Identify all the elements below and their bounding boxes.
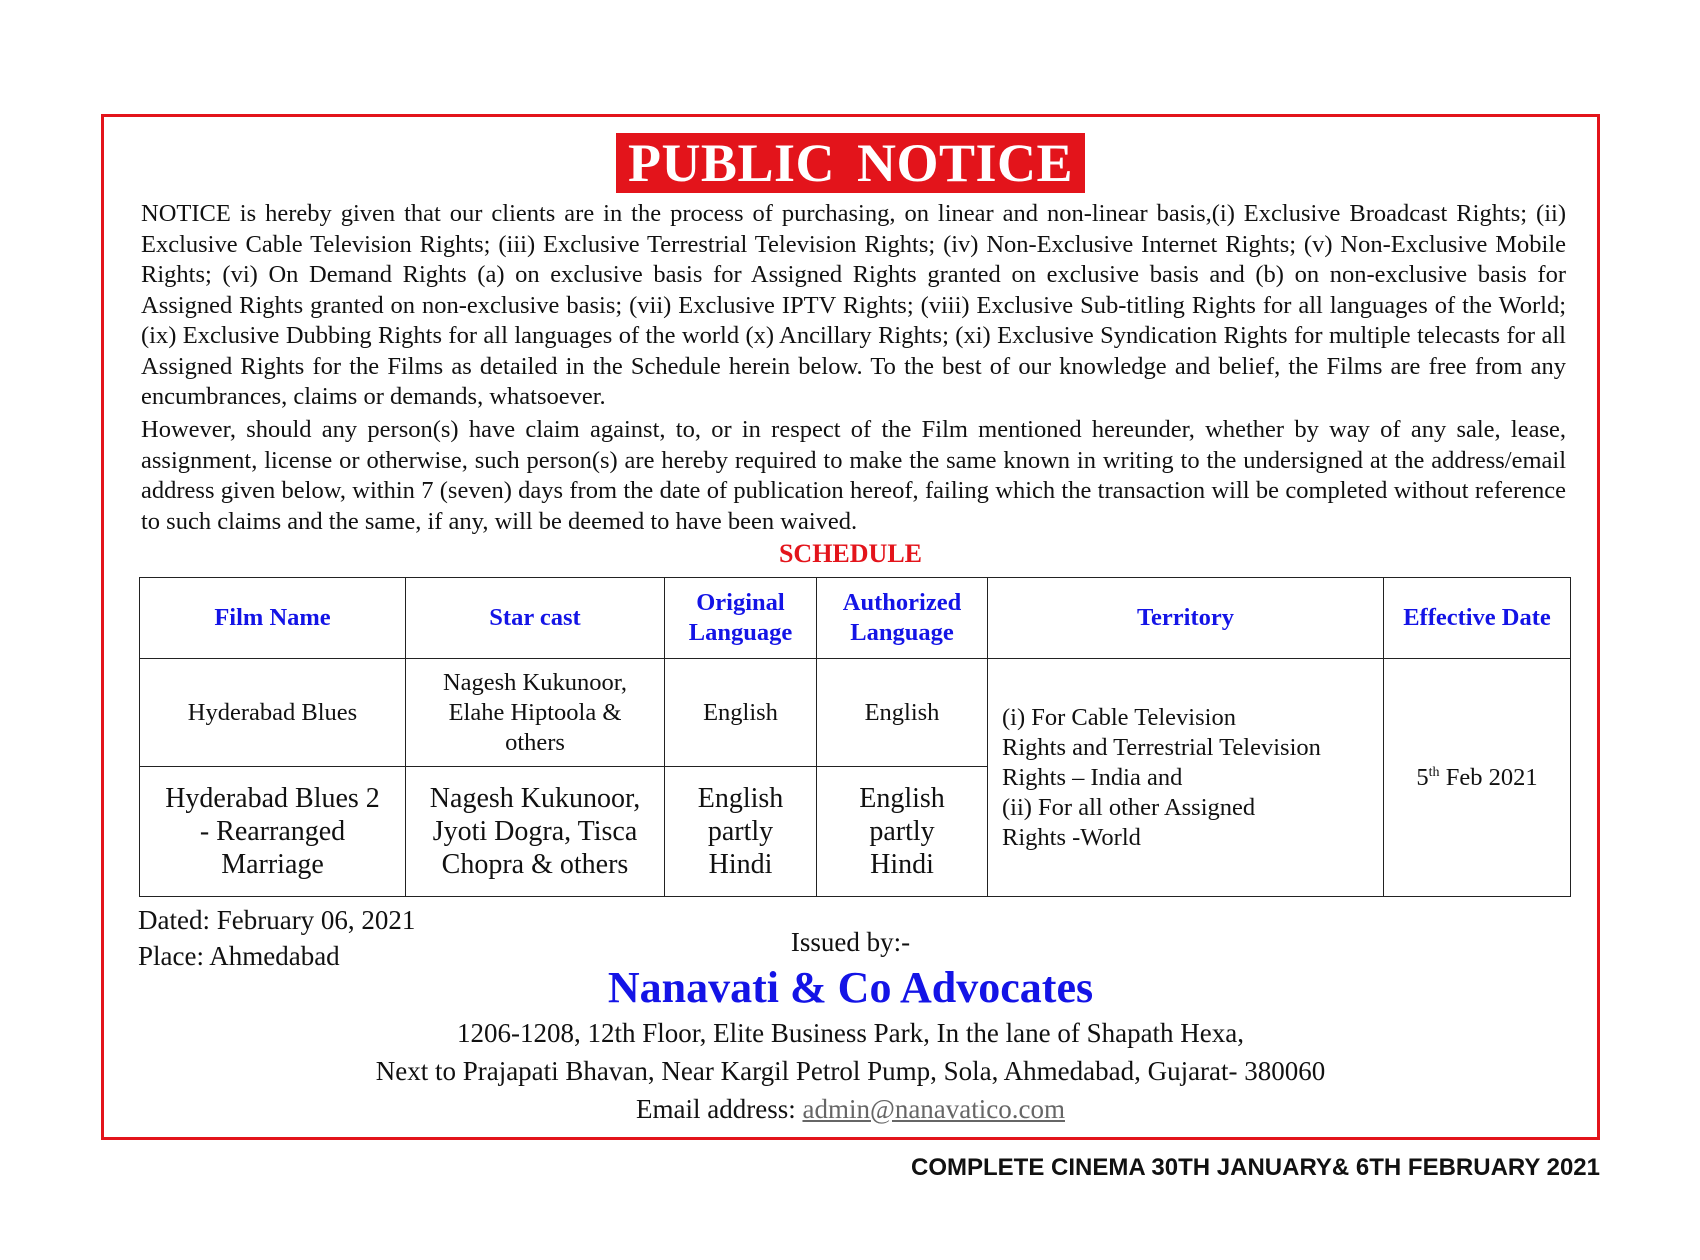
- publication-footer: COMPLETE CINEMA 30TH JANUARY& 6TH FEBRUARY 2021: [910, 1154, 1600, 1181]
- header-authorized-language: [817, 578, 988, 659]
- territory-line: Rights and Terrestrial Television: [1002, 733, 1321, 761]
- cell-line: Hindi: [870, 849, 934, 880]
- cell-line: English: [864, 698, 940, 726]
- table-header-row: [140, 578, 1571, 659]
- cell-star-cast: [406, 767, 665, 897]
- header-effective-date: Effective Date: [1384, 578, 1571, 659]
- cell-line: partly: [707, 816, 774, 847]
- cell-line: Chopra & others: [441, 849, 629, 880]
- header-authorized-language-line2: Language: [850, 619, 954, 646]
- header-original-language: [665, 578, 817, 659]
- cell-line: partly: [869, 816, 935, 847]
- cell-line: Hyderabad Blues 2: [165, 783, 380, 814]
- cell-line: Nagesh Kukunoor,: [442, 668, 628, 696]
- cell-line: Hindi: [708, 849, 773, 880]
- cell-authorized-language: [817, 659, 988, 767]
- header-film-name: Film Name: [140, 578, 406, 659]
- cell-territory: [988, 659, 1384, 897]
- firm-name: Nanavati & Co Advocates: [607, 963, 1094, 1012]
- effective-date-rest: Feb 2021: [1439, 763, 1538, 791]
- cell-line: Jyoti Dogra, Tisca: [432, 816, 638, 847]
- table-row: [140, 659, 1571, 767]
- email-link[interactable]: admin@nanavatico.com: [802, 1094, 1065, 1124]
- cell-authorized-language: [817, 767, 988, 897]
- cell-line: English: [703, 698, 778, 726]
- schedule-table: [139, 577, 1571, 897]
- address-line-1: 1206-1208, 12th Floor, Elite Business Park, In the lane of Shapath Hexa,: [456, 1018, 1245, 1048]
- territory-line: Rights -World: [1002, 823, 1141, 851]
- address-line-2: Next to Prajapati Bhavan, Near Kargil Petrol Pump, Sola, Ahmedabad, Gujarat- 380060: [375, 1056, 1326, 1086]
- territory-line: (i) For Cable Television: [1002, 703, 1236, 731]
- cell-line: others: [505, 728, 565, 756]
- cell-original-language: [665, 659, 817, 767]
- place-text: Place: Ahmedabad: [138, 941, 340, 971]
- header-original-language-line2: Language: [688, 619, 793, 646]
- cell-original-language: [665, 767, 817, 897]
- header-territory: Territory: [988, 578, 1384, 659]
- cell-line: English: [697, 783, 784, 814]
- title-wrap: [104, 133, 1597, 193]
- cell-effective-date: [1384, 659, 1571, 897]
- header-original-language-line1: Original: [696, 589, 785, 616]
- cell-line: - Rearranged: [199, 816, 346, 847]
- cell-line: Marriage: [221, 849, 324, 880]
- cell-star-cast: [406, 659, 665, 767]
- notice-frame: [101, 114, 1600, 1140]
- header-authorized-language-line1: Authorized: [842, 589, 962, 616]
- dated-text: Dated: February 06, 2021: [138, 905, 416, 935]
- notice-paragraph-2: However, should any person(s) have claim against, to, or in respect of the Film mentioned hereunder, whether by way of any sale, lease, assignment, license or otherwise, such person(s) are hereby required to make the same known in writing to the undersigned at the address/email address given below, within 7 (seven) days from the date of publication hereof, failing which the transaction will be completed without reference to such claims and the same, if any, will be deemed to have been waived.: [141, 416, 1566, 535]
- notice-paragraph-1: NOTICE is hereby given that our clients are in the process of purchasing, on linear and non-linear basis,(i) Exclusive Broadcast Rights; (ii) Exclusive Cable Television Rights; (iii) Exclusive Terrestrial Television Rights; (iv) Non-Exclusive Internet Rights; (v) Non-Exclusive Mobile Rights; (vi) On Demand Rights (a) on exclusive basis for Assigned Rights granted on exclusive basis and (b) on non-exclusive basis for Assigned Rights granted on non-exclusive basis; (vii) Exclusive IPTV Rights; (viii) Exclusive Sub-titling Rights for all languages of the World; (ix) Exclusive Dubbing Rights for all languages of the world (x) Ancillary Rights; (xi) Exclusive Syndication Rights for multiple telecasts for all Assigned Rights for the Films as detailed in the Schedule herein below. To the best of our knowledge and belief, the Films are free from any encumbrances, claims or demands, whatsoever.: [141, 200, 1566, 410]
- notice-title: PUBLIC NOTICE: [616, 133, 1085, 193]
- email-label: Email address:: [636, 1094, 803, 1124]
- cell-film-name: [140, 659, 406, 767]
- cell-line: Nagesh Kukunoor,: [429, 783, 641, 814]
- email-line: [104, 1093, 1597, 1125]
- effective-date-day: 5: [1416, 763, 1429, 791]
- schedule-heading: SCHEDULE: [778, 539, 923, 568]
- cell-line: English: [859, 783, 945, 814]
- issued-by-text: Issued by:-: [790, 927, 911, 957]
- territory-line: (ii) For all other Assigned: [1002, 793, 1256, 821]
- effective-date-suffix: th: [1428, 764, 1440, 780]
- cell-line: Hyderabad Blues: [187, 698, 358, 726]
- header-star-cast: Star cast: [406, 578, 665, 659]
- cell-film-name: [140, 767, 406, 897]
- cell-line: Elahe Hiptoola &: [448, 698, 622, 726]
- territory-line: Rights – India and: [1002, 763, 1183, 791]
